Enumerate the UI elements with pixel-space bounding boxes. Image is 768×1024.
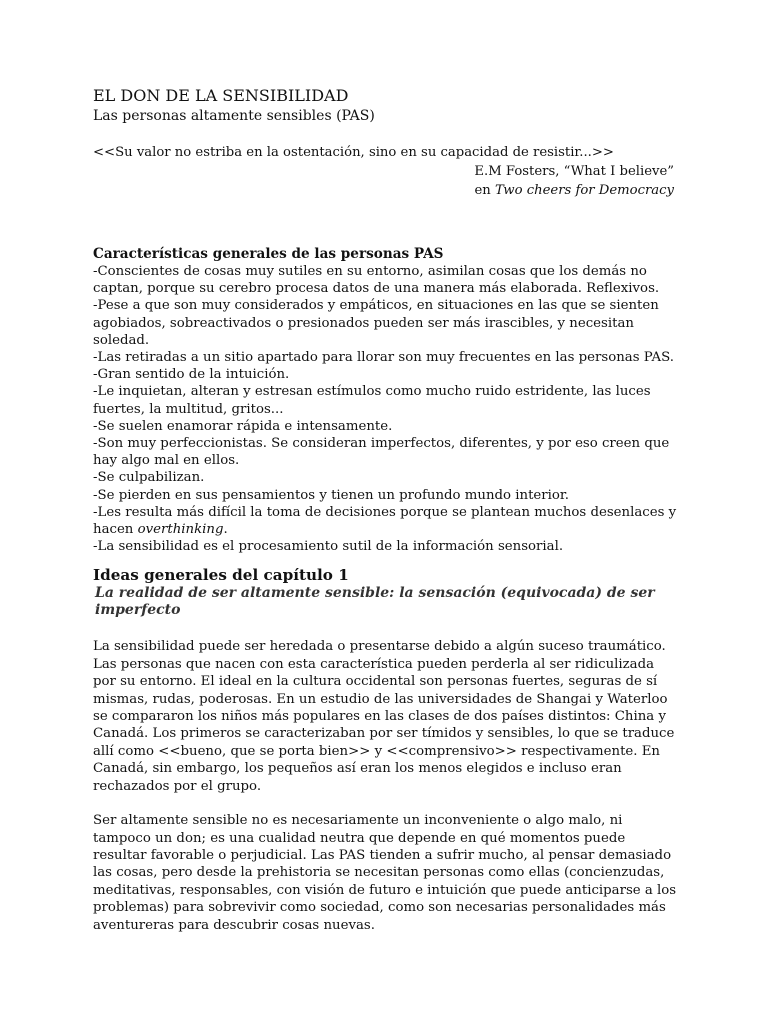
- chapter-subheading: La realidad de ser altamente sensible: la sensación (equivocada) de ser imperfecto: [95, 585, 655, 619]
- list-item: -Se suelen enamorar rápida e intensamente.: [93, 418, 393, 434]
- list-item: -Gran sentido de la intuición.: [93, 367, 290, 383]
- list-item: -Las retiradas a un sitio apartado para llorar son muy frecuentes en las personas PAS.: [93, 350, 674, 366]
- characteristics-heading: Características generales de las personas PAS: [93, 246, 444, 262]
- quote-text: <<Su valor no estriba en la ostentación, sino en su capacidad de resistir...>>: [93, 145, 614, 160]
- characteristics-list: [93, 263, 678, 555]
- quote-source-work: Two cheers for Democracy: [494, 183, 674, 198]
- chapter-paragraph-1: La sensibilidad puede ser heredada o presentarse debido a algún suceso traumático. Las personas que nacen con esta característica pueden perderla al ser ridiculizada por su entorno. El ideal en la cultura occidental son personas fuertes, seguras de sí mismas, rudas, poderosas. En un estudio de las universidades de Shangai y Waterloo se compararon los niños más populares en las clases de dos países distintos: China y Canadá. Los primeros se caracterizaban por ser tímidos y sensibles, lo que se traduce allí como <<bueno, que se porta bien>> y <<comprensivo>> respectivamente. En Canadá, sin embargo, los pequeños así eran los menos elegidos e incluso eran rechazados por el grupo.: [93, 639, 675, 794]
- list-item: -Le inquietan, alteran y estresan estímulos como mucho ruido estridente, las luces fuertes, la multitud, gritos...: [93, 384, 651, 417]
- quote-source: [93, 181, 678, 200]
- chapter-paragraph-2: Ser altamente sensible no es necesariamente un inconveniente o algo malo, ni tampoco un don; es una cualidad neutra que depende en qué momentos puede resultar favorable o perjudicial. Las PAS tienden a sufrir mucho, al pensar demasiado las cosas, pero desde la prehistoria se necesitan personas como ellas (concienzudas, meditativas, responsables, con visión de futuro e intuición que puede anticiparse a los problemas) para sobrevivir como sociedad, como son necesarias personalidades más aventureras para descubrir cosas nuevas.: [93, 813, 677, 933]
- decisions-text: -Les resulta más difícil la toma de decisiones porque se plantean muchos desenlaces y hacen: [93, 504, 677, 538]
- decisions-emphasis: overthinking: [137, 522, 224, 538]
- document-title: EL DON DE LA SENSIBILIDAD: [93, 86, 349, 105]
- list-item: -Se culpabilizan.: [93, 470, 205, 486]
- list-item: -La sensibilidad es el procesamiento sutil de la información sensorial.: [93, 539, 564, 555]
- list-item: -Se pierden en sus pensamientos y tienen un profundo mundo interior.: [93, 487, 570, 503]
- chapter-section: [93, 566, 678, 934]
- document-page: [93, 86, 678, 934]
- chapter-heading: Ideas generales del capítulo 1: [93, 566, 349, 585]
- list-item: -Son muy perfeccionistas. Se consideran imperfectos, diferentes, y por eso creen que hay algo mal en ellos.: [93, 436, 670, 469]
- quote-source-prefix: en: [474, 183, 495, 198]
- decisions-end: .: [223, 522, 228, 538]
- list-item: -Pese a que son muy considerados y empáticos, en situaciones en las que se sienten agobiados, sobreactivados o presionados pueden ser más irascibles, y necesitan soledad.: [93, 298, 659, 348]
- document-subtitle: Las personas altamente sensibles (PAS): [93, 108, 375, 124]
- list-item: -Conscientes de cosas muy sutiles en su entorno, asimilan cosas que los demás no captan, porque su cerebro procesa datos de una manera más elaborada. Reflexivos.: [93, 264, 660, 297]
- list-item-decisions: [93, 504, 678, 538]
- epigraph-quote: [93, 143, 678, 200]
- characteristics-section: [93, 245, 678, 555]
- quote-author: E.M Fosters, “What I believe”: [474, 164, 674, 179]
